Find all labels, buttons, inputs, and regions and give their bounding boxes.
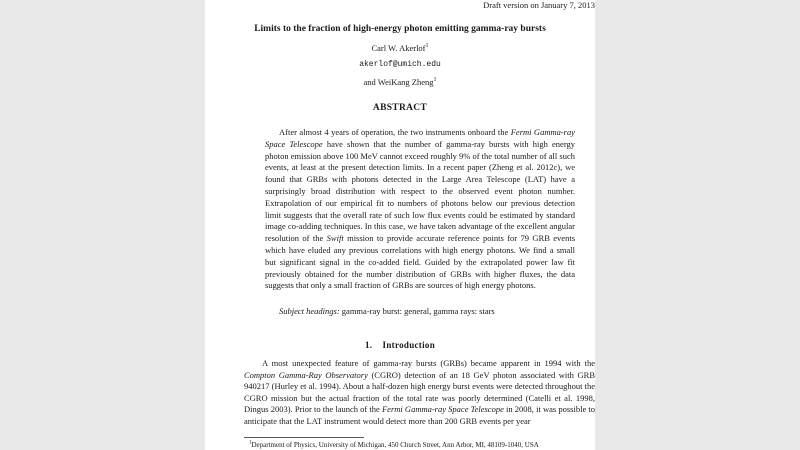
introduction-body <box>244 358 595 428</box>
abstract-emphasis: Swift <box>326 233 344 244</box>
paper-page <box>205 0 595 450</box>
footnote <box>249 441 539 450</box>
author-name: WeiKang Zheng <box>377 77 434 87</box>
subject-text: gamma-ray burst: general, gamma rays: stars <box>339 306 495 316</box>
abstract-heading: ABSTRACT <box>372 103 428 113</box>
paper-title: Limits to the fraction of high-energy photon emitting gamma-ray bursts <box>254 24 546 34</box>
draft-version-line: Draft version on January 7, 2013 <box>483 0 595 10</box>
abstract-text: mission to provide accurate reference points for 79 GRB events which have eluded any previous correlations with high energy photons. We find a small but significant signal in the co-added field. Guided by the extrapolated power law fit previously obtained for the number distribution of GRBs with higher fluxes, the data suggests that only a small fraction of GRBs are sources of high energy photons. <box>265 233 575 291</box>
author-zheng <box>205 77 595 87</box>
abstract-text: After almost 4 years of operation, the two instruments onboard the <box>279 127 511 137</box>
affiliation-mark: 1 <box>425 43 429 50</box>
intro-emphasis: Fermi Gamma-ray Space Telescope <box>381 404 504 415</box>
author-email[interactable]: akerlof@umich.edu <box>359 60 441 69</box>
footnote-text: Department of Physics, University of Michigan, 450 Church Street, Ann Arbor, MI, 48109-1040, USA <box>251 441 539 449</box>
author-prefix: and <box>363 77 376 87</box>
footnote-rule <box>244 437 364 438</box>
footnote-mark: 1 <box>249 440 252 446</box>
intro-emphasis: Compton Gamma-Ray Observatory <box>244 369 368 380</box>
section-heading: 1. Introduction <box>365 340 435 350</box>
intro-text: (CGRO) detection of an 18 GeV photon associated with GRB 940217 (Hurley et al. 1994). About a half-dozen high energy burst events were detected throughout the CGRO mission but the actual fraction of the total rate was poorly determined (Catelli et al. 1998, Dingus 2003). Prior to the launch of the <box>244 369 595 415</box>
abstract-body <box>265 127 575 292</box>
abstract-text: have shown that the number of gamma-ray bursts with high energy photon emission above 100 MeV cannot exceed roughly 9% of the total number of all such events, at least at the present detection limits. In a recent paper (Zheng et al. 2012c), we found that GRBs with photons detected in the Large Area Telescope (LAT) have a surprisingly broad distribution with respect to the observed event photon number. Extrapolation of our empirical fit to numbers of photons below our previous detection limit suggests that the overall rate of such low flux events could be estimated by standard image co-adding techniques. In this case, we have taken advantage of the excellent angular resolution of the <box>265 138 575 244</box>
subject-headings <box>265 306 575 317</box>
intro-text: A most unexpected feature of gamma-ray bursts (GRBs) became apparent in 1994 with the <box>262 358 595 368</box>
author-name: Carl W. Akerlof <box>371 43 426 53</box>
affiliation-mark: 1 <box>433 77 437 84</box>
intro-text: in 2008, it was possible to anticipate that the LAT instrument would detect more than 200 GRB events per year <box>244 404 595 426</box>
subject-label: Subject headings: <box>279 306 340 316</box>
abstract-emphasis: Fermi Gamma-ray Space Telescope <box>265 127 576 149</box>
author-akerlof <box>205 43 595 53</box>
